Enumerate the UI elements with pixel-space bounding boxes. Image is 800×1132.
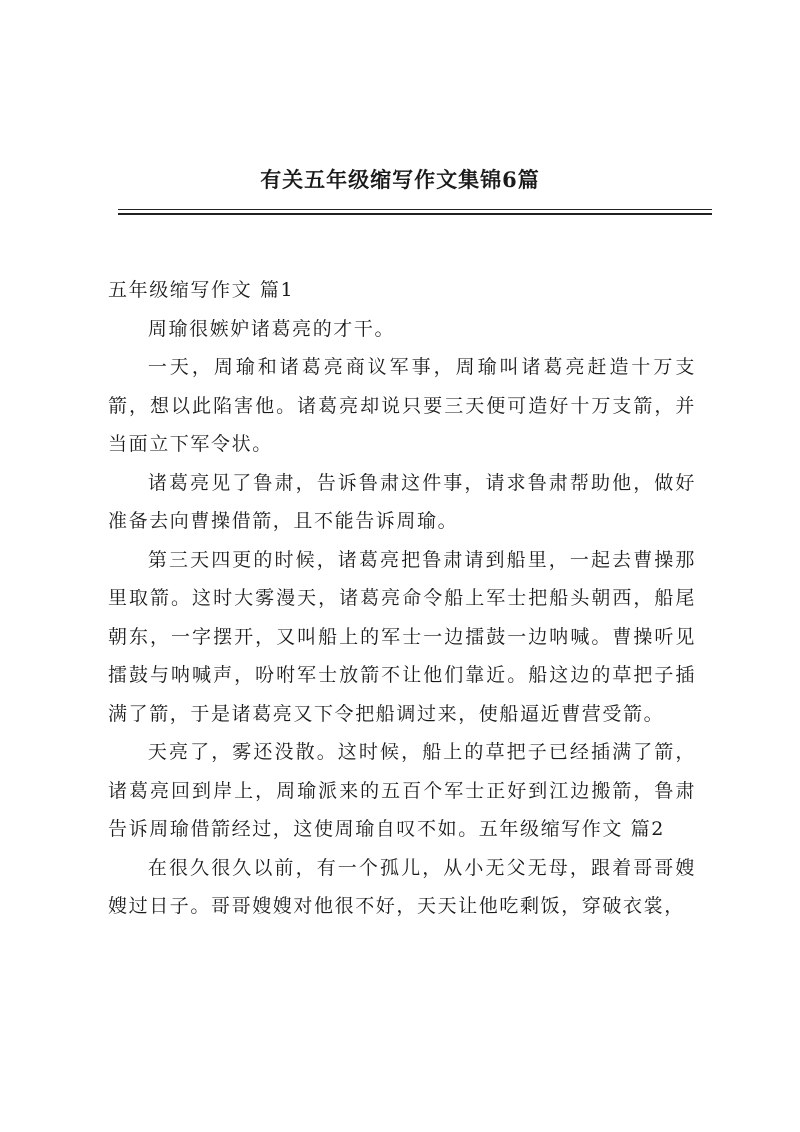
paragraph: 天亮了，雾还没散。这时候，船上的草把子已经插满了箭，诸葛亮回到岸上，周瑜派来的五百个军士正好到江边搬箭，鲁肃告诉周瑜借箭经过，这使周瑜自叹不如。五年级缩写作文 篇2 <box>108 741 696 840</box>
document-body <box>108 271 696 926</box>
title-divider-thin <box>118 209 712 210</box>
paragraph: 第三天四更的时候，诸葛亮把鲁肃请到船里，一起去曹操那里取箭。这时大雾漫天，诸葛亮命令船上军士把船头朝西，船尾朝东，一字摆开，又叫船上的军士一边擂鼓一边呐喊。曹操听见擂鼓与呐喊声，吩咐军士放箭不让他们靠近。船这边的草把子插满了箭，于是诸葛亮又下令把船调过来，使船逼近曹营受箭。 <box>108 548 696 725</box>
title-divider-thick <box>118 213 712 215</box>
paragraph: 诸葛亮见了鲁肃，告诉鲁肃这件事，请求鲁肃帮助他，做好准备去向曹操借箭，且不能告诉周瑜。 <box>108 471 696 532</box>
paragraph: 周瑜很嫉妒诸葛亮的才干。 <box>147 317 396 340</box>
paragraph: 在很久很久以前，有一个孤儿，从小无父无母，跟着哥哥嫂嫂过日子。哥哥嫂嫂对他很不好，天天让他吃剩饭，穿破衣裳， <box>108 856 696 917</box>
document-title: 有关五年级缩写作文集锦6篇 <box>260 167 540 192</box>
paragraph: 一天，周瑜和诸葛亮商议军事，周瑜叫诸葛亮赶造十万支箭，想以此陷害他。诸葛亮却说只要三天便可造好十万支箭，并当面立下军令状。 <box>108 356 696 455</box>
section-heading: 五年级缩写作文 篇1 <box>108 279 295 301</box>
